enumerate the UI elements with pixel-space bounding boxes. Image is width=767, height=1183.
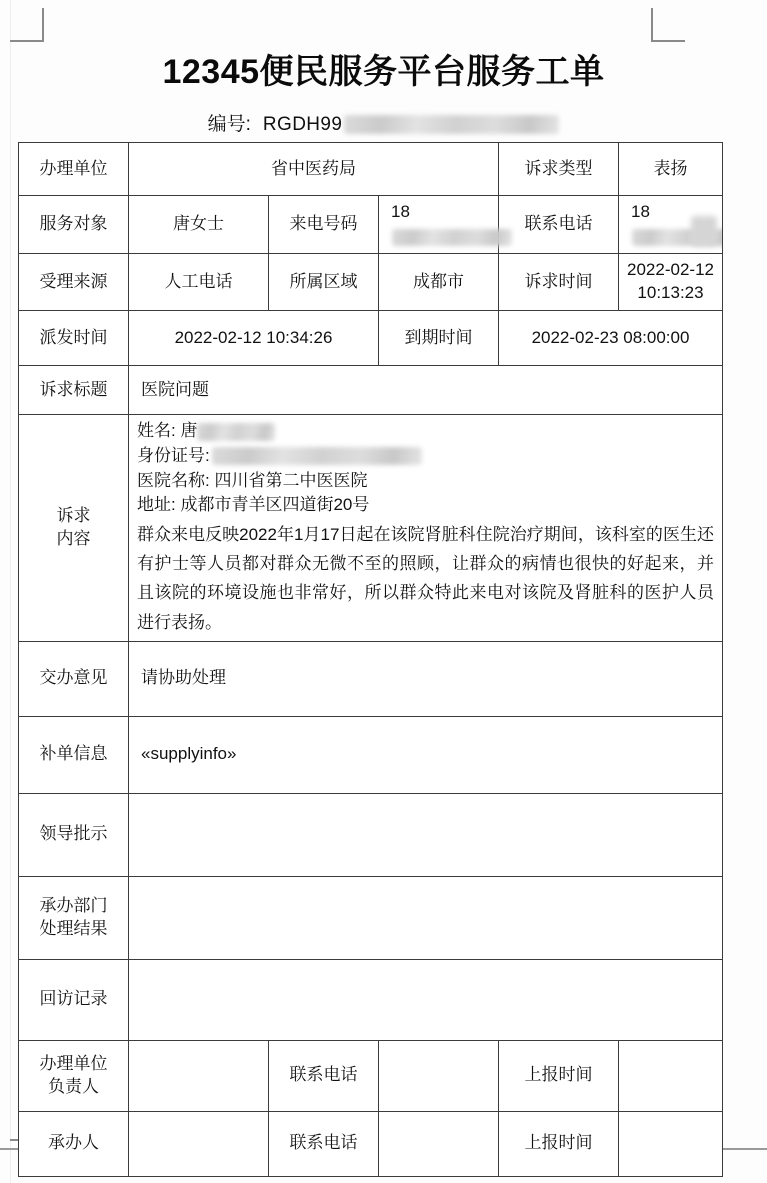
request-content-label-line2: 内容 bbox=[56, 529, 91, 549]
table-row-leader-instruction bbox=[19, 793, 723, 876]
table-row-supply-info bbox=[19, 716, 723, 793]
department-result-label bbox=[19, 876, 129, 959]
contact-phone-value-cell bbox=[619, 196, 723, 254]
table-row-handler bbox=[19, 1111, 723, 1176]
serial-number-label: 编号: bbox=[207, 114, 251, 135]
service-object-label: 服务对象 bbox=[19, 196, 129, 254]
crop-mark-top-right-icon bbox=[651, 8, 685, 42]
visit-record-value bbox=[129, 959, 723, 1040]
service-ticket-table bbox=[18, 142, 723, 1177]
unit-principal-name-value bbox=[129, 1040, 269, 1111]
content-name-line bbox=[137, 419, 714, 444]
table-row-visit-record bbox=[19, 959, 723, 1040]
request-content-label-line1: 诉求 bbox=[56, 506, 91, 526]
table-row-service-object bbox=[19, 196, 723, 254]
unit-principal-phone-label: 联系电话 bbox=[269, 1040, 379, 1111]
table-row-request-title bbox=[19, 366, 723, 415]
contact-phone-redaction-overflow bbox=[691, 216, 717, 246]
department-result-label-line2: 处理结果 bbox=[39, 918, 108, 938]
department-result-value bbox=[129, 876, 723, 959]
serial-number-value: RGDH99 bbox=[262, 114, 343, 135]
caller-number-redaction bbox=[392, 229, 512, 246]
table-row-dispatch bbox=[19, 311, 723, 366]
leader-instruction-value bbox=[129, 793, 723, 876]
request-title-label: 诉求标题 bbox=[19, 366, 129, 415]
handler-phone-value bbox=[379, 1111, 499, 1176]
handler-phone-label: 联系电话 bbox=[269, 1111, 379, 1176]
request-time-clock: 10:13:23 bbox=[637, 283, 704, 303]
contact-phone-label: 联系电话 bbox=[499, 196, 619, 254]
unit-principal-report-label: 上报时间 bbox=[499, 1040, 619, 1111]
content-paragraph: 群众来电反映2022年1月17日起在该院肾脏科住院治疗期间，该科室的医生还有护士等人员都对群众无微不至的照顾，让群众的病情也很快的好起来，并且该院的环境设施也非常好，所以群众特此来电对该院及肾脏科的医护人员进行表扬。 bbox=[137, 524, 714, 632]
supply-info-label: 补单信息 bbox=[19, 716, 129, 793]
request-content-value bbox=[129, 415, 723, 642]
service-object-value: 唐女士 bbox=[129, 196, 269, 254]
content-hospital-label: 医院名称: bbox=[137, 470, 210, 490]
handler-report-value bbox=[619, 1111, 723, 1176]
dispatch-time-value: 2022-02-12 10:34:26 bbox=[129, 311, 379, 366]
unit-principal-label bbox=[19, 1040, 129, 1111]
serial-number bbox=[0, 109, 767, 136]
table-row-request-content bbox=[19, 415, 723, 642]
due-time-value: 2022-02-23 08:00:00 bbox=[499, 311, 723, 366]
due-time-label: 到期时间 bbox=[379, 311, 499, 366]
assign-opinion-value: 请协助处理 bbox=[129, 641, 723, 716]
serial-number-redaction bbox=[344, 115, 559, 134]
supply-info-value: «supplyinfo» bbox=[129, 716, 723, 793]
handler-label: 承办人 bbox=[19, 1111, 129, 1176]
visit-record-label: 回访记录 bbox=[19, 959, 129, 1040]
handler-report-label: 上报时间 bbox=[499, 1111, 619, 1176]
content-name-value: 唐 bbox=[180, 421, 198, 441]
page-title: 12345便民服务平台服务工单 bbox=[162, 53, 605, 91]
accept-source-value: 人工电话 bbox=[129, 254, 269, 311]
table-row-assign-opinion bbox=[19, 641, 723, 716]
content-address-value: 成都市青羊区四道街20号 bbox=[180, 495, 370, 515]
region-value: 成都市 bbox=[379, 254, 499, 311]
caller-number-label: 来电号码 bbox=[269, 196, 379, 254]
content-id-label: 身份证号: bbox=[137, 445, 210, 465]
leader-instruction-label: 领导批示 bbox=[19, 793, 129, 876]
department-result-label-line1: 承办部门 bbox=[39, 895, 108, 915]
content-id-line bbox=[137, 444, 714, 469]
handler-name-value bbox=[129, 1111, 269, 1176]
content-id-redaction bbox=[212, 447, 422, 465]
unit-principal-report-value bbox=[619, 1040, 723, 1111]
request-time-label: 诉求时间 bbox=[499, 254, 619, 311]
assign-opinion-label: 交办意见 bbox=[19, 641, 129, 716]
unit-principal-label-line1: 办理单位 bbox=[39, 1053, 108, 1073]
request-type-value: 表扬 bbox=[619, 143, 723, 196]
request-type-label: 诉求类型 bbox=[499, 143, 619, 196]
handling-unit-label: 办理单位 bbox=[19, 143, 129, 196]
caller-number-value-cell bbox=[379, 196, 499, 254]
unit-principal-phone-value bbox=[379, 1040, 499, 1111]
content-address-line bbox=[137, 493, 714, 518]
caller-number-value: 18 bbox=[391, 202, 410, 221]
content-hospital-line bbox=[137, 469, 714, 494]
table-row-source bbox=[19, 254, 723, 311]
content-hospital-value: 四川省第二中医医院 bbox=[214, 470, 368, 490]
region-label: 所属区域 bbox=[269, 254, 379, 311]
table-row-unit-principal bbox=[19, 1040, 723, 1111]
dispatch-time-label: 派发时间 bbox=[19, 311, 129, 366]
contact-phone-value: 18 bbox=[631, 202, 650, 221]
crop-mark-top-left-icon bbox=[10, 8, 44, 42]
page-left-edge bbox=[10, 0, 11, 1183]
accept-source-label: 受理来源 bbox=[19, 254, 129, 311]
unit-principal-label-line2: 负责人 bbox=[48, 1076, 99, 1096]
request-time-value-cell bbox=[619, 254, 723, 311]
content-address-label: 地址: bbox=[137, 495, 176, 515]
table-row-department-result bbox=[19, 876, 723, 959]
content-name-label: 姓名: bbox=[137, 421, 176, 441]
request-title-value: 医院问题 bbox=[129, 366, 723, 415]
table-row-handling-unit bbox=[19, 143, 723, 196]
request-time-date: 2022-02-12 bbox=[627, 260, 714, 280]
handling-unit-value: 省中医药局 bbox=[129, 143, 499, 196]
content-name-redaction bbox=[197, 423, 275, 441]
request-content-label bbox=[19, 415, 129, 642]
